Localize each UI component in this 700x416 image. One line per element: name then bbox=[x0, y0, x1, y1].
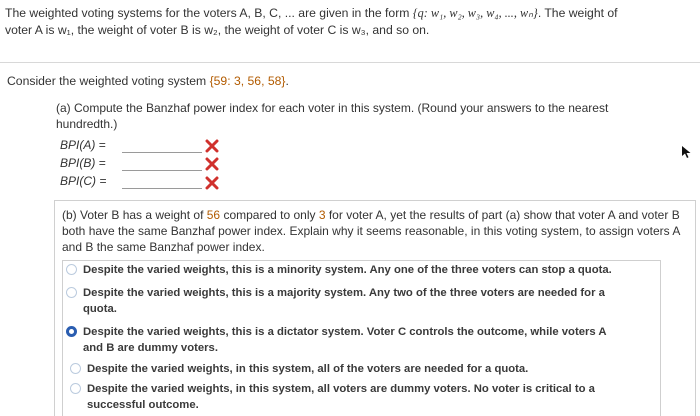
mouse-cursor-icon bbox=[682, 146, 691, 158]
weight-b-value: 56 bbox=[206, 208, 221, 222]
weighted-form: {q: w₁, w₂, w₃, w₄, ..., wₙ} bbox=[412, 6, 538, 20]
bpi-a-input[interactable] bbox=[122, 138, 202, 153]
consider-statement bbox=[7, 74, 289, 88]
consider-prefix: Consider the weighted voting system bbox=[7, 74, 210, 88]
bpi-label-b: BPI(B) = bbox=[60, 156, 106, 170]
option-2[interactable] bbox=[66, 285, 626, 317]
option-1[interactable] bbox=[66, 262, 656, 278]
weight-a-value: 3 bbox=[318, 208, 326, 222]
radio-option-5[interactable] bbox=[70, 383, 81, 394]
problem-intro bbox=[5, 5, 695, 39]
bpi-b-input[interactable] bbox=[122, 156, 202, 171]
option-3[interactable] bbox=[66, 324, 626, 356]
option-1-text: Despite the varied weights, this is a minority system. Any one of the three voters can stop a quota. bbox=[83, 264, 612, 276]
bpi-row-b bbox=[60, 154, 202, 172]
consider-suffix: . bbox=[285, 74, 289, 88]
incorrect-x-icon bbox=[205, 139, 219, 153]
divider bbox=[0, 62, 700, 63]
radio-option-2[interactable] bbox=[66, 287, 77, 298]
part-b-text-3: for voter A, yet the results of part (a) show that voter A and voter B both have the same Banzhaf power index. Explain why it seems reasonable, in this voting system, to assign voters A and B the same Banzhaf power index. bbox=[62, 208, 680, 254]
part-b-text-2: compared to only bbox=[220, 208, 319, 222]
bpi-label-c: BPI(C) = bbox=[60, 174, 107, 188]
radio-option-3[interactable] bbox=[66, 326, 77, 337]
option-4[interactable] bbox=[70, 361, 650, 377]
bpi-row-c bbox=[60, 172, 202, 190]
voting-system: {59: 3, 56, 58} bbox=[209, 74, 286, 88]
part-b-prompt bbox=[62, 207, 692, 255]
incorrect-x-icon bbox=[205, 176, 219, 190]
bpi-label-a: BPI(A) = bbox=[60, 138, 106, 152]
intro-text-1: The weighted voting systems for the voters A, B, C, ... are given in the form bbox=[5, 6, 413, 20]
option-5-text: Despite the varied weights, in this system, all voters are dummy voters. No voter is critical to a successful outcome. bbox=[87, 383, 595, 411]
radio-option-1[interactable] bbox=[66, 264, 77, 275]
radio-option-4[interactable] bbox=[70, 363, 81, 374]
option-5[interactable] bbox=[70, 381, 650, 413]
incorrect-x-icon bbox=[205, 157, 219, 171]
intro-text-3: voter A is w₁, the weight of voter B is w₂, the weight of voter C is w₃, and so on. bbox=[5, 23, 430, 37]
option-3-text: Despite the varied weights, this is a dictator system. Voter C controls the outcome, while voters A and B are dummy voters. bbox=[83, 326, 607, 354]
intro-text-2: . The weight of bbox=[537, 6, 618, 20]
part-a-prompt: (a) Compute the Banzhaf power index for each voter in this system. (Round your answers to the nearest hundredth.) bbox=[56, 101, 609, 131]
bpi-row-a bbox=[60, 136, 202, 154]
option-4-text: Despite the varied weights, in this system, all of the voters are needed for a quota. bbox=[87, 363, 529, 375]
bpi-c-input[interactable] bbox=[122, 174, 202, 189]
part-b-text-1: (b) Voter B has a weight of bbox=[62, 208, 207, 222]
option-2-text: Despite the varied weights, this is a majority system. Any two of the three voters are needed for a quota. bbox=[83, 287, 605, 315]
